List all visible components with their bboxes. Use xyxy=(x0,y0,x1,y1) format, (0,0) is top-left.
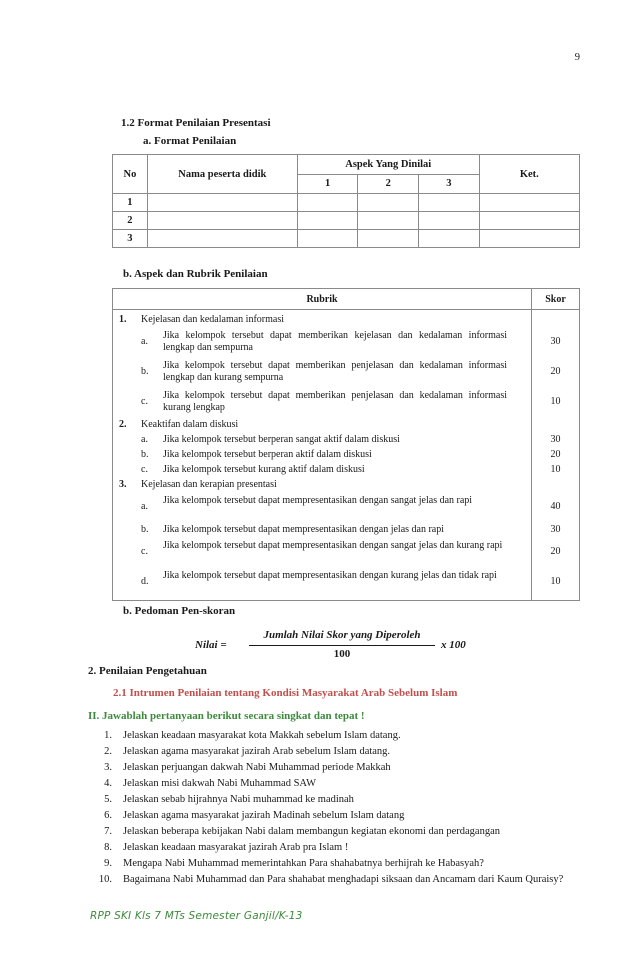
rubrik-heading: b. Aspek dan Rubrik Penilaian xyxy=(123,268,268,280)
col-no-header: No xyxy=(113,155,148,194)
item-text: Jika kelompok tersebut dapat mempresentasikan dengan kurang jelas dan tidak rapi xyxy=(163,570,497,581)
item-text: Jika kelompok tersebut dapat mempresentasikan dengan sangat jelas dan rapi xyxy=(163,495,473,506)
question-text: Jelaskan perjuangan dakwah Nabi Muhammad periode Makkah xyxy=(123,762,391,773)
formula-multiplier: x 100 xyxy=(441,639,466,651)
question-text: Bagaimana Nabi Muhammad dan Para shahabat menghadapi siksaan dan Ancamam dari Kaum Quraisy? xyxy=(123,874,564,885)
criterion-number: 1. xyxy=(119,314,127,325)
aspek-col-2: 2 xyxy=(358,174,419,194)
rubric-item xyxy=(113,447,531,462)
rubrik-body xyxy=(113,310,532,601)
list-item xyxy=(90,840,582,856)
score-value: 30 xyxy=(550,434,561,445)
criterion-title: Kejelasan dan kerapian presentasi xyxy=(141,479,277,490)
question-number: 10. xyxy=(98,874,112,885)
cell xyxy=(479,230,579,248)
skor-column xyxy=(532,310,580,601)
rubric-item xyxy=(113,462,531,477)
format-penilaian-table xyxy=(112,154,580,248)
format-penilaian-heading: a. Format Penilaian xyxy=(143,135,237,147)
table-row xyxy=(113,212,580,230)
item-letter: d. xyxy=(141,576,149,587)
rubric-item xyxy=(113,357,531,387)
page-number: 9 xyxy=(574,52,580,63)
item-text: Jika kelompok tersebut kurang aktif dalam diskusi xyxy=(163,464,365,475)
aspek-col-1: 1 xyxy=(297,174,358,194)
item-letter: c. xyxy=(141,464,148,475)
question-number: 9. xyxy=(104,858,112,869)
list-item xyxy=(90,872,582,888)
question-text: Jelaskan sebab hijrahnya Nabi muhammad ke madinah xyxy=(123,794,354,805)
cell xyxy=(147,212,297,230)
criterion-number: 3. xyxy=(119,479,127,490)
rubric-item xyxy=(113,567,531,597)
criterion-number: 2. xyxy=(119,419,127,430)
score-value: 20 xyxy=(550,546,561,557)
question-text: Mengapa Nabi Muhammad memerintahkan Para shahabatnya berhijrah ke Habasyah? xyxy=(123,858,484,869)
list-item xyxy=(90,808,582,824)
list-item xyxy=(90,776,582,792)
question-text: Jelaskan misi dakwah Nabi Muhammad SAW xyxy=(123,778,317,789)
score-value: 20 xyxy=(550,366,561,377)
cell xyxy=(147,230,297,248)
formula-numerator: Jumlah Nilai Skor yang Diperoleh xyxy=(263,629,421,641)
question-text: Jelaskan agama masyarakat jazirah Madinah sebelum Islam datang xyxy=(123,810,405,821)
cell xyxy=(419,230,480,248)
question-number: 1. xyxy=(104,730,112,741)
rubric-item xyxy=(113,327,531,357)
cell xyxy=(358,194,419,212)
item-text: Jika kelompok tersebut dapat mempresentasikan dengan sangat jelas dan kurang rapi xyxy=(163,540,503,551)
table-row xyxy=(113,230,580,248)
item-text: Jika kelompok tersebut dapat memberikan penjelasan dan kedalaman informasi lengkap dan kurang sempurna xyxy=(163,360,507,383)
section-2-1-heading: 2.1 Intrumen Penilaian tentang Kondisi Masyarakat Arab Sebelum Islam xyxy=(113,687,458,699)
cell xyxy=(479,212,579,230)
item-text: Jika kelompok tersebut dapat mempresentasikan dengan jelas dan rapi xyxy=(163,524,445,535)
list-item xyxy=(90,856,582,872)
question-number: 4. xyxy=(104,778,112,789)
score-value: 40 xyxy=(550,501,561,512)
formula-lhs: Nilai = xyxy=(195,639,227,651)
item-text: Jika kelompok tersebut berperan aktif dalam diskusi xyxy=(163,449,372,460)
criterion xyxy=(113,312,531,327)
item-letter: c. xyxy=(141,546,148,557)
item-letter: b. xyxy=(141,449,149,460)
rubric-item xyxy=(113,492,531,522)
question-number: 6. xyxy=(104,810,112,821)
col-nama-header: Nama peserta didik xyxy=(147,155,297,194)
item-letter: b. xyxy=(141,524,149,535)
fraction-bar xyxy=(249,645,435,646)
item-text: Jika kelompok tersebut dapat memberikan penjelasan dan kedalaman informasi kurang lengkap xyxy=(163,390,507,413)
cell xyxy=(297,230,358,248)
col-rubrik-header: Rubrik xyxy=(113,289,532,310)
cell xyxy=(297,194,358,212)
criterion-title: Keaktifan dalam diskusi xyxy=(141,419,239,430)
question-text: Jelaskan agama masyarakat jazirah Arab sebelum Islam datang. xyxy=(123,746,391,757)
cell xyxy=(297,212,358,230)
score-value: 10 xyxy=(550,396,561,407)
score-value: 30 xyxy=(550,336,561,347)
col-skor-header: Skor xyxy=(532,289,580,310)
rubric-item xyxy=(113,537,531,567)
table-row xyxy=(113,194,580,212)
col-aspek-header: Aspek Yang Dinilai xyxy=(297,155,479,175)
row-number: 3 xyxy=(113,230,148,248)
formula-denominator: 100 xyxy=(333,648,351,660)
row-number: 2 xyxy=(113,212,148,230)
cell xyxy=(419,194,480,212)
row-number: 1 xyxy=(113,194,148,212)
aspek-col-3: 3 xyxy=(419,174,480,194)
question-number: 7. xyxy=(104,826,112,837)
question-text: Jelaskan keadaan masyarakat kota Makkah sebelum Islam datang. xyxy=(123,730,401,741)
col-ket-header: Ket. xyxy=(479,155,579,194)
cell xyxy=(358,230,419,248)
item-text: Jika kelompok tersebut berperan sangat aktif dalam diskusi xyxy=(163,434,400,445)
list-item xyxy=(90,760,582,776)
cell xyxy=(147,194,297,212)
question-number: 5. xyxy=(104,794,112,805)
question-list xyxy=(90,728,582,888)
criterion-title: Kejelasan dan kedalaman informasi xyxy=(141,314,284,325)
score-value: 10 xyxy=(550,576,561,587)
item-letter: a. xyxy=(141,434,148,445)
cell xyxy=(419,212,480,230)
question-number: 8. xyxy=(104,842,112,853)
scoring-formula xyxy=(195,629,475,665)
question-text: Jelaskan keadaan masyarakat jazirah Arab pra Islam ! xyxy=(123,842,349,853)
rubric-item xyxy=(113,432,531,447)
question-text: Jelaskan beberapa kebijakan Nabi dalam membangun kegiatan ekonomi dan perdagangan xyxy=(123,826,500,837)
list-item xyxy=(90,744,582,760)
item-text: Jika kelompok tersebut dapat memberikan kejelasan dan kedalaman informasi lengkap dan sempurna xyxy=(163,330,507,353)
section-2-heading: 2. Penilaian Pengetahuan xyxy=(88,665,207,677)
item-letter: b. xyxy=(141,366,149,377)
footer-text: RPP SKI Kls 7 MTs Semester Ganjil/K-13 xyxy=(90,910,303,922)
list-item xyxy=(90,792,582,808)
list-item xyxy=(90,824,582,840)
rubric-item xyxy=(113,387,531,417)
rubric-item xyxy=(113,522,531,537)
item-letter: a. xyxy=(141,336,148,347)
item-letter: a. xyxy=(141,501,148,512)
pedoman-penskoran-heading: b. Pedoman Pen-skoran xyxy=(123,605,236,617)
score-value: 10 xyxy=(550,464,561,475)
rubrik-table xyxy=(112,288,580,601)
section-II-instruction: II. Jawablah pertanyaan berikut secara singkat dan tepat ! xyxy=(88,710,365,722)
question-number: 3. xyxy=(104,762,112,773)
score-value: 30 xyxy=(550,524,561,535)
section-1-2-heading: 1.2 Format Penilaian Presentasi xyxy=(121,117,271,129)
item-letter: c. xyxy=(141,396,148,407)
criterion xyxy=(113,477,531,492)
list-item xyxy=(90,728,582,744)
score-value: 20 xyxy=(550,449,561,460)
question-number: 2. xyxy=(104,746,112,757)
cell xyxy=(358,212,419,230)
cell xyxy=(479,194,579,212)
criterion xyxy=(113,417,531,432)
